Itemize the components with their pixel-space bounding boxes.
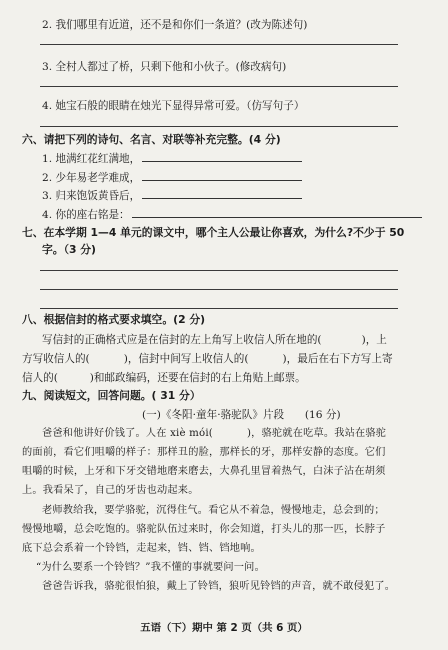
q8-line-1 (42, 333, 387, 347)
q8-line-1-end: )，上 (361, 334, 387, 346)
q8-line-2-end: )，最后在右下方写上寄 (282, 353, 393, 365)
answer-line (40, 86, 398, 87)
fill-blank (132, 207, 422, 218)
passage-p1-text: 爸爸和他讲好价钱了。人在 xiè mói( (42, 428, 213, 439)
passage-p2-line1: 老师教给我，要学骆驼，沉得住气。看它从不着急，慢慢地走，总会到的； (42, 505, 385, 516)
q6-item-2 (42, 170, 304, 185)
q6-item-1-text: 1. 地满红花红满地， (42, 153, 141, 165)
q6-item-3 (42, 188, 304, 203)
answer-line (40, 126, 398, 127)
answer-line (40, 308, 398, 309)
fill-blank (142, 188, 302, 199)
passage-p1-line4: 上。我看呆了，自己的牙齿也动起来。 (22, 485, 199, 496)
q6-item-4 (42, 207, 424, 222)
passage-title (142, 408, 341, 422)
q8-line-3: 信人的( )和邮政编码，还要在信封的右上角贴上邮票。 (22, 372, 306, 384)
answer-line (40, 44, 398, 45)
q6-item-1 (42, 151, 304, 166)
section-8-heading: 八、根据信封的格式要求填空。(2 分) (22, 313, 206, 326)
q5-item-2: 2. 我们哪里有近道，还不是和你们一条道？(改为陈述句) (42, 19, 308, 31)
q6-item-2-text: 2. 少年易老学难成， (42, 172, 141, 184)
passage-p2-line2: 慢慢地嚼，总会吃饱的。骆驼队伍过来时，你会知道，打头儿的那一匹，长脖子 (22, 524, 386, 535)
section-9-heading: 九、阅读短文，回答问题。( 31 分） (22, 389, 201, 402)
passage-p1-line3: 咀嚼的时候，上牙和下牙交错地磨来磨去，大鼻孔里冒着热气，白沫子沾在胡须 (22, 466, 386, 477)
passage-p2-line3: 底下总会系着一个铃铛，走起来，铛、铛、铛地响。 (22, 543, 261, 554)
passage-title-text: (一)《冬阳·童年·骆驼队》片段 (142, 409, 285, 421)
passage-p1-text-end: )，骆驼就在吃草。我站在骆驼 (246, 428, 387, 439)
section-7-heading-line2: 字。（3 分) (42, 243, 96, 256)
passage-p3-line1: “为什么要系一个铃铛？”我不懂的事就要问一问。 (36, 562, 265, 573)
section-7-heading-line1: 七、在本学期 1—4 单元的课文中，哪个主人公最让你喜欢，为什么?不少于 50 (22, 226, 405, 239)
q6-item-3-text: 3. 归来饱饭黄昏后， (42, 190, 141, 202)
q8-line-2 (22, 352, 393, 366)
q5-item-4: 4. 她宝石般的眼睛在烛光下显得异常可爱。（仿写句子） (42, 100, 305, 112)
q8-line-2-text: 方写收信人的( (22, 353, 90, 365)
passage-p1-line1 (42, 427, 386, 441)
fill-blank (142, 151, 302, 162)
answer-line (40, 270, 398, 271)
passage-p1-line2: 的面前，看它们咀嚼的样子：那样丑的脸，那样长的牙，那样安静的态度。它们 (22, 447, 386, 458)
passage-score: (16 分) (304, 409, 341, 421)
passage-p4-line1: 爸爸告诉我，骆驼很怕狼，戴上了铃铛，狼听见铃铛的声音，就不敢侵犯了。 (42, 581, 396, 592)
q8-line-2-mid: )，信封中间写上收信人的( (123, 353, 249, 365)
section-6-heading: 六、请把下列的诗句、名言、对联等补充完整。(4 分) (22, 133, 281, 146)
q6-item-4-text: 4. 你的座右铭是： (42, 209, 130, 221)
q8-line-1-text: 写信封的正确格式应是在信封的左上角写上收信人所在地的( (42, 334, 322, 346)
fill-blank (142, 170, 302, 181)
answer-line (40, 289, 398, 290)
q5-item-3: 3. 全村人都过了桥，只剩下他和小伙子。(修改病句) (42, 61, 287, 73)
page-footer: 五语（下）期中 第 2 页（共 6 页） (140, 622, 308, 634)
